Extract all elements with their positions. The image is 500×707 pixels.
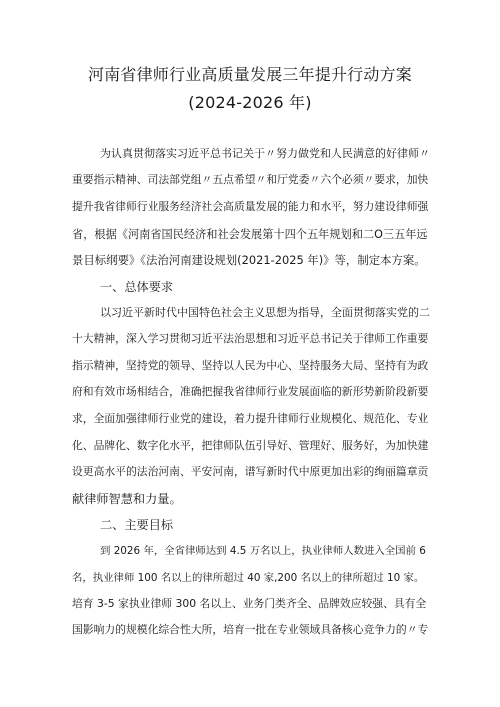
- body-line: 景目标纲要》《法治河南建设规划(2021-2025 年)》等，制定本方案。: [72, 253, 426, 267]
- section-heading-main-goals: 二、主要目标: [100, 518, 174, 532]
- section-heading-general-requirements: 一、总体要求: [100, 280, 174, 294]
- body-line: 省，根据《河南省国民经济和社会发展第十四个五年规划和二O三五年远: [72, 228, 428, 241]
- body-line: 国影响力的规模化综合性大所，培育一批在专业领域具备核心竞争力的〃专: [72, 623, 429, 636]
- document-title: 河南省律师行业高质量发展三年提升行动方案: [87, 65, 412, 84]
- body-line: 名，执业律师 100 名以上的律所超过 40 家,200 名以上的律所超过 10 家。: [72, 572, 425, 584]
- body-line: 十大精神，深入学习贯彻习近平法治思想和习近平总书记关于律师工作重要: [72, 332, 429, 345]
- document-subtitle-years: (2024-2026 年): [188, 93, 312, 112]
- body-line: 为认真贯彻落实习近平总书记关于〃努力做党和人民满意的好律师〃: [100, 147, 430, 160]
- body-line: 府和有效市场相结合，准确把握我省律师行业发展面临的新形势新阶段新要: [72, 385, 429, 398]
- body-line: 求，全面加强律师行业党的建设，着力提升律师行业规模化、规范化、专业: [72, 412, 429, 425]
- body-line: 提升我省律师行业服务经济社会高质量发展的能力和水平，努力建设律师强: [72, 200, 429, 213]
- body-line: 以习近平新时代中国特色社会主义思想为指导，全面贯彻落实党的二: [100, 306, 430, 319]
- body-line: 重要指示精神、司法部党组〃五点希望〃和厅党委〃六个必须〃要求，加快: [72, 173, 429, 186]
- body-line: 化、品牌化、数字化水平，把律师队伍引导好、管理好、服务好，为加快建: [72, 439, 429, 452]
- body-line: 设更高水平的法治河南、平安河南，谱写新时代中原更加出彩的绚丽篇章贡: [72, 465, 429, 478]
- body-line: 培育 3-5 家执业律师 300 名以上、业务门类齐全、品牌效应较强、具有全: [72, 597, 427, 610]
- body-line: 献律师智慧和力量。: [72, 492, 182, 506]
- body-line: 到 2026 年，全省律师达到 4.5 万名以上，执业律师人数进入全国前 6: [100, 545, 426, 557]
- body-line: 指示精神，坚持党的领导、坚持以人民为中心、坚持服务大局、坚持有为政: [72, 359, 429, 372]
